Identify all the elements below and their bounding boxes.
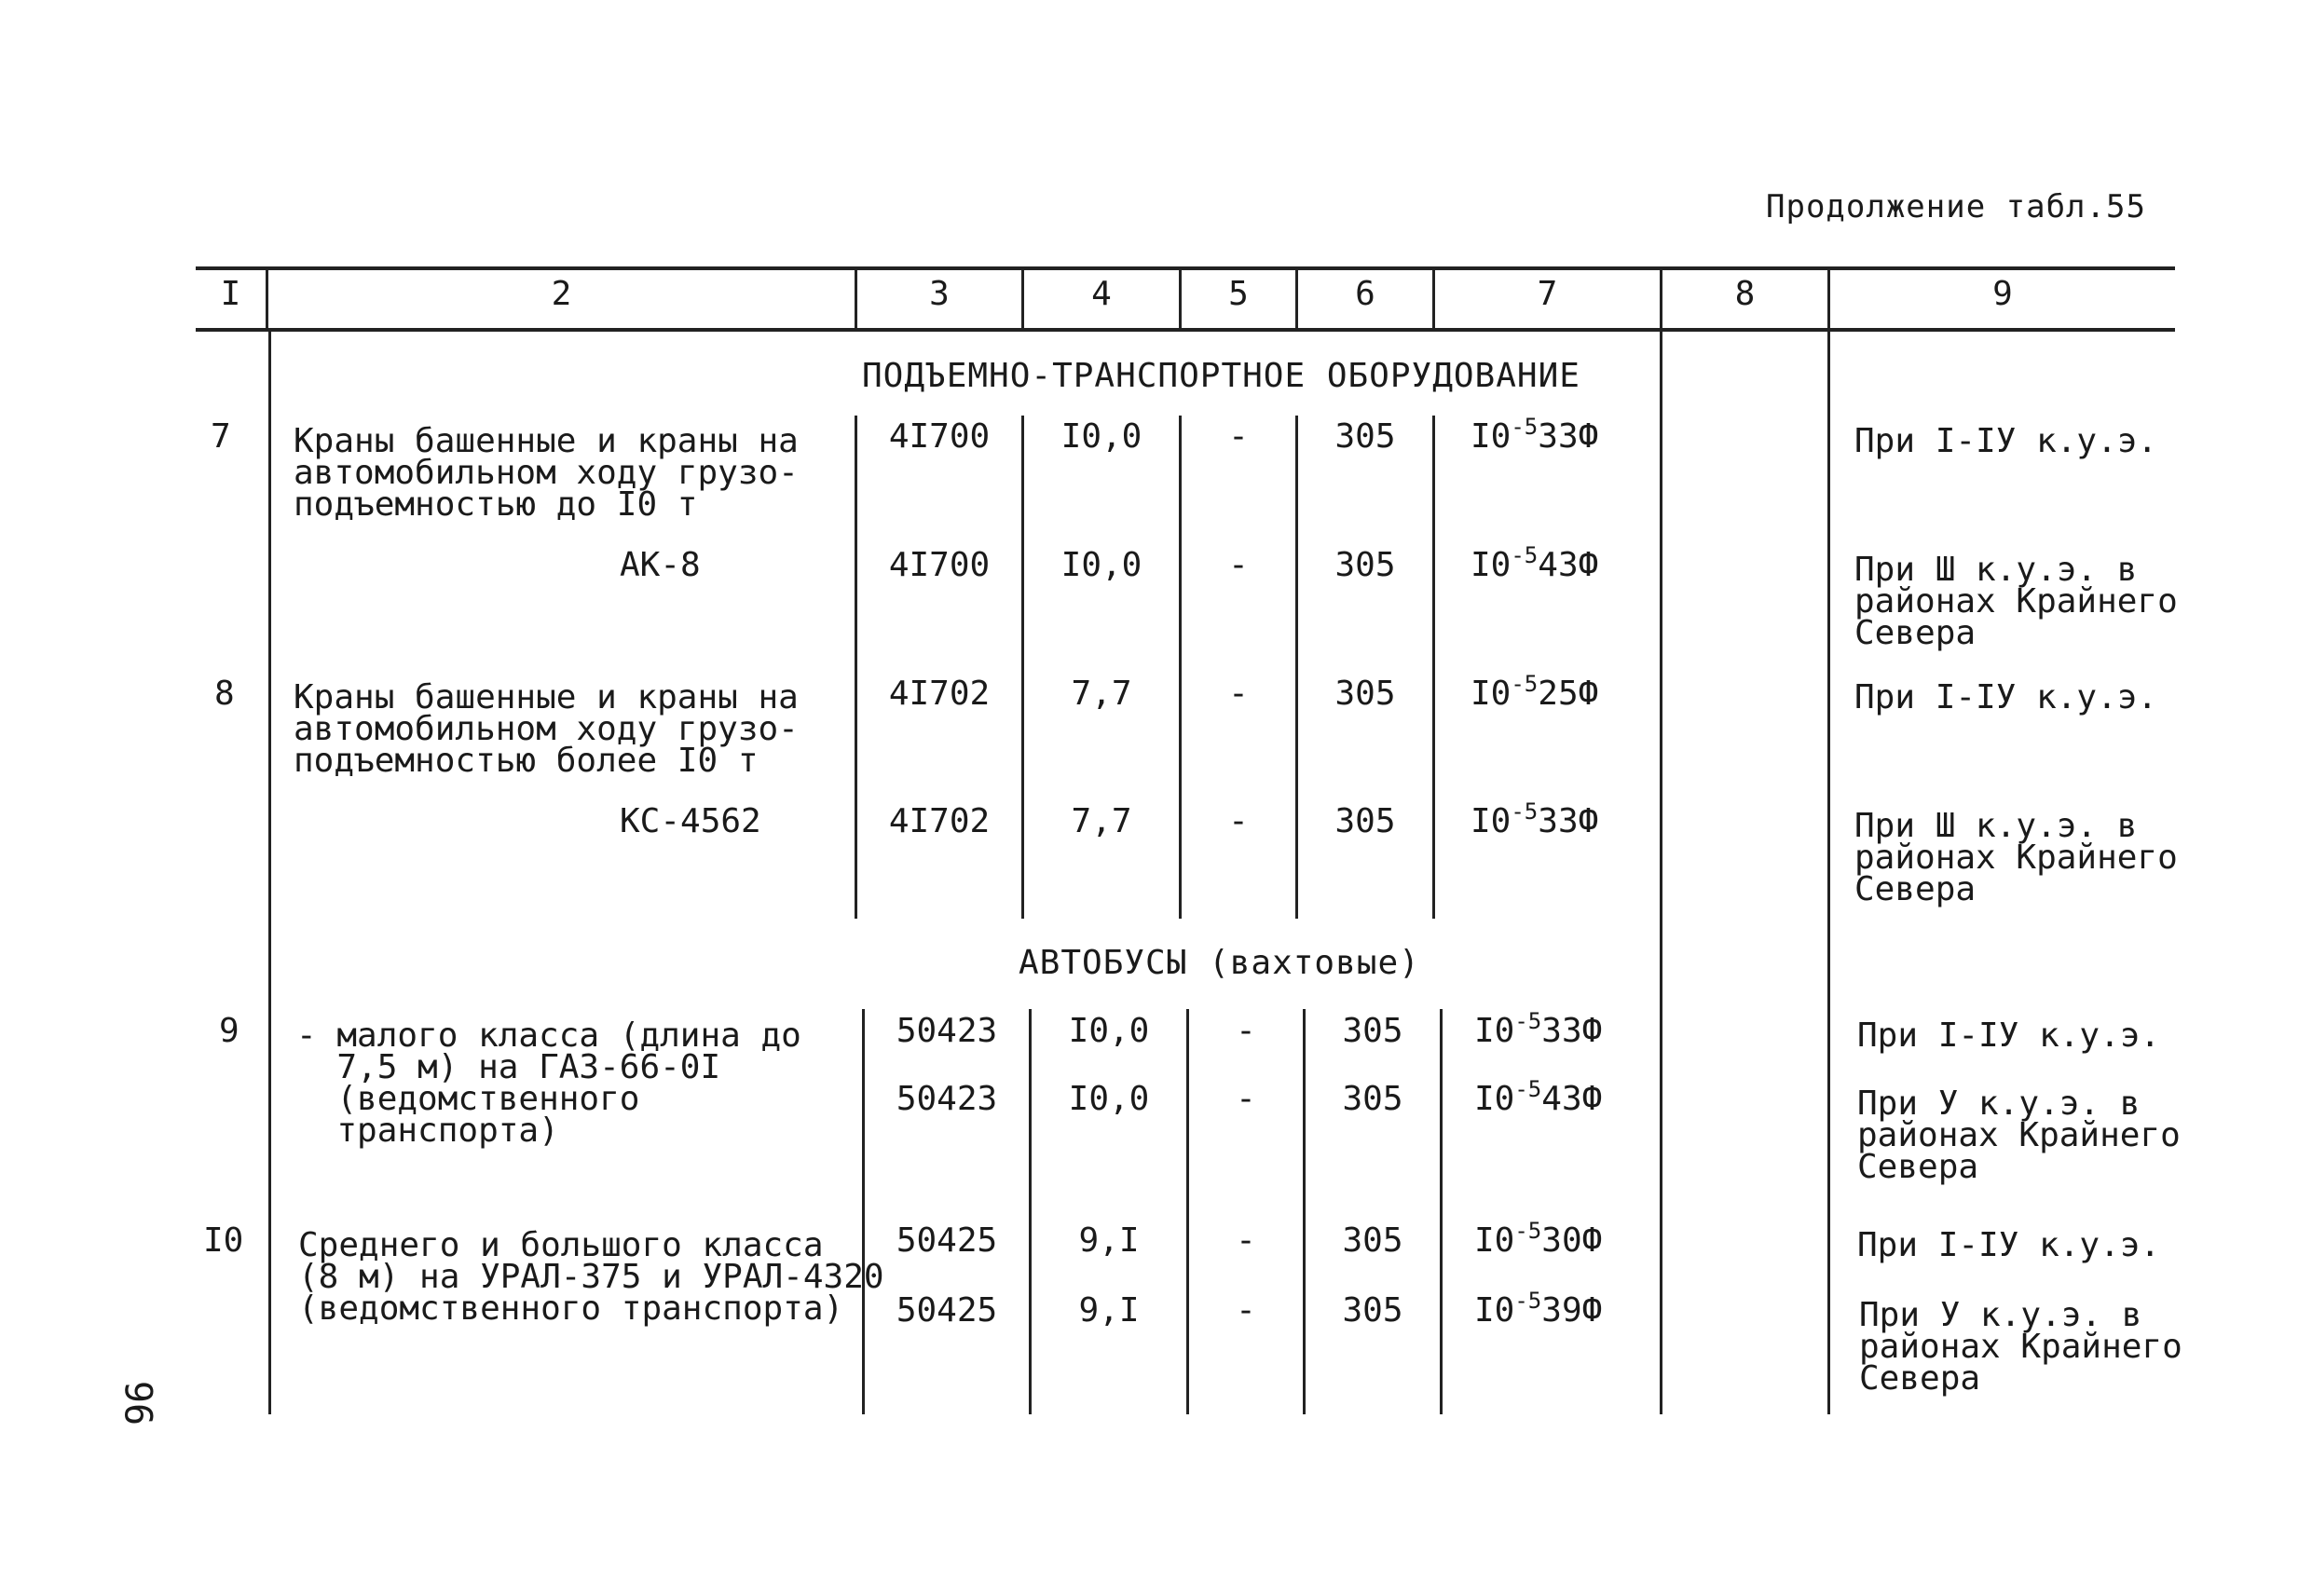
cell-dash: - [1228,417,1249,456]
cell-note: При Ш к.у.э. в районах Крайнего Севера [1854,807,2178,908]
column-divider [1186,1009,1189,1414]
cell-formula: $I0^{-5}43Ф$ [1474,1076,1603,1118]
cell-dash: - [1236,1080,1256,1118]
row-description: Краны башенные и краны на автомобильном ходу грузо- подъемностью до I0 т [294,422,799,524]
column-divider [862,1009,865,1414]
table-header-rule [196,328,2175,332]
cell-note: При I-IУ к.у.э. [1854,678,2158,716]
column-header-9: 9 [1992,275,2013,313]
cell-dash: - [1236,1012,1256,1050]
column-divider [268,332,271,1414]
cell-dash: - [1228,802,1249,840]
row-description: - малого класса (длина до 7,5 м) на ГАЗ-66-0I (ведомственного транспорта) [296,1016,801,1150]
column-divider [1827,332,1830,1414]
page-number: 96 [119,1380,162,1425]
cell-dash: - [1236,1291,1256,1330]
row-description: Среднего и большого класса (8 м) на УРАЛ-375 и УРАЛ-4320 (ведомственного транспорта) [298,1226,884,1328]
column-header-1: I [220,275,241,313]
cell-code: 4I700 [888,417,991,456]
cell-value: 9,I [1078,1221,1140,1260]
section-heading-lifting: ПОДЪЕМНО-ТРАНСПОРТНОЕ ОБОРУДОВАНИЕ [862,357,1580,395]
cell-col6: 305 [1342,1080,1403,1118]
cell-note: При I-IУ к.у.э. [1857,1016,2161,1055]
cell-code: 50423 [896,1080,998,1118]
cell-formula: $I0^{-5}39Ф$ [1474,1288,1603,1330]
cell-formula: $I0^{-5}30Ф$ [1474,1218,1603,1260]
cell-value: 7,7 [1071,675,1132,713]
cell-col6: 305 [1342,1291,1403,1330]
column-header-7: 7 [1537,275,1558,313]
column-header-4: 4 [1091,275,1112,313]
column-header-2: 2 [551,275,572,313]
cell-code: 50425 [896,1291,998,1330]
cell-formula: $I0^{-5}33Ф$ [1471,798,1599,840]
cell-value: I0,0 [1068,1080,1150,1118]
cell-dash: - [1228,675,1249,713]
column-header-3: 3 [929,275,950,313]
cell-value: I0,0 [1068,1012,1150,1050]
cell-formula: $I0^{-5}33Ф$ [1474,1008,1603,1050]
section-heading-buses: АВТОБУСЫ (вахтовые) [1019,944,1420,982]
cell-note: При I-IУ к.у.э. [1857,1226,2161,1264]
column-divider [1021,416,1024,919]
row-description: КС-4562 [620,802,761,840]
column-header-5: 5 [1228,275,1249,313]
cell-col6: 305 [1342,1221,1403,1260]
column-divider [1303,1009,1306,1414]
cell-note: При У к.у.э. в районах Крайнего Севера [1857,1084,2181,1186]
cell-dash: - [1228,546,1249,584]
cell-note: При У к.у.э. в районах Крайнего Севера [1859,1296,2182,1398]
cell-dash: - [1236,1221,1256,1260]
cell-formula: $I0^{-5}33Ф$ [1471,414,1599,456]
column-header-8: 8 [1734,275,1756,313]
row-number: 8 [214,675,235,713]
column-divider [1029,1009,1032,1414]
column-divider [855,416,857,919]
cell-code: 50423 [896,1012,998,1050]
cell-note: При I-IУ к.у.э. [1854,422,2158,460]
column-divider [1295,416,1298,919]
cell-code: 4I700 [888,546,991,584]
table-top-rule [196,266,2175,270]
cell-col6: 305 [1342,1012,1403,1050]
cell-value: I0,0 [1060,546,1142,584]
cell-note: При Ш к.у.э. в районах Крайнего Севера [1854,551,2178,652]
cell-formula: $I0^{-5}43Ф$ [1471,542,1599,584]
row-description: АК-8 [620,546,701,584]
row-number: I0 [203,1221,244,1260]
cell-formula: $I0^{-5}25Ф$ [1471,671,1599,713]
row-number: 9 [219,1012,239,1050]
column-divider [1440,1009,1443,1414]
cell-code: 4I702 [888,802,991,840]
table-caption: Продолжение табл.55 [1766,188,2146,225]
row-number: 7 [211,417,231,456]
cell-value: 9,I [1078,1291,1140,1330]
cell-col6: 305 [1334,546,1396,584]
column-divider [1432,416,1435,919]
cell-value: I0,0 [1060,417,1142,456]
cell-value: 7,7 [1071,802,1132,840]
column-divider [1660,332,1662,1414]
cell-code: 4I702 [888,675,991,713]
cell-code: 50425 [896,1221,998,1260]
column-header-6: 6 [1355,275,1375,313]
cell-col6: 305 [1334,417,1396,456]
row-description: Краны башенные и краны на автомобильном ходу грузо- подъемностью более I0 т [294,678,799,780]
column-divider [1179,416,1182,919]
cell-col6: 305 [1334,675,1396,713]
cell-col6: 305 [1334,802,1396,840]
